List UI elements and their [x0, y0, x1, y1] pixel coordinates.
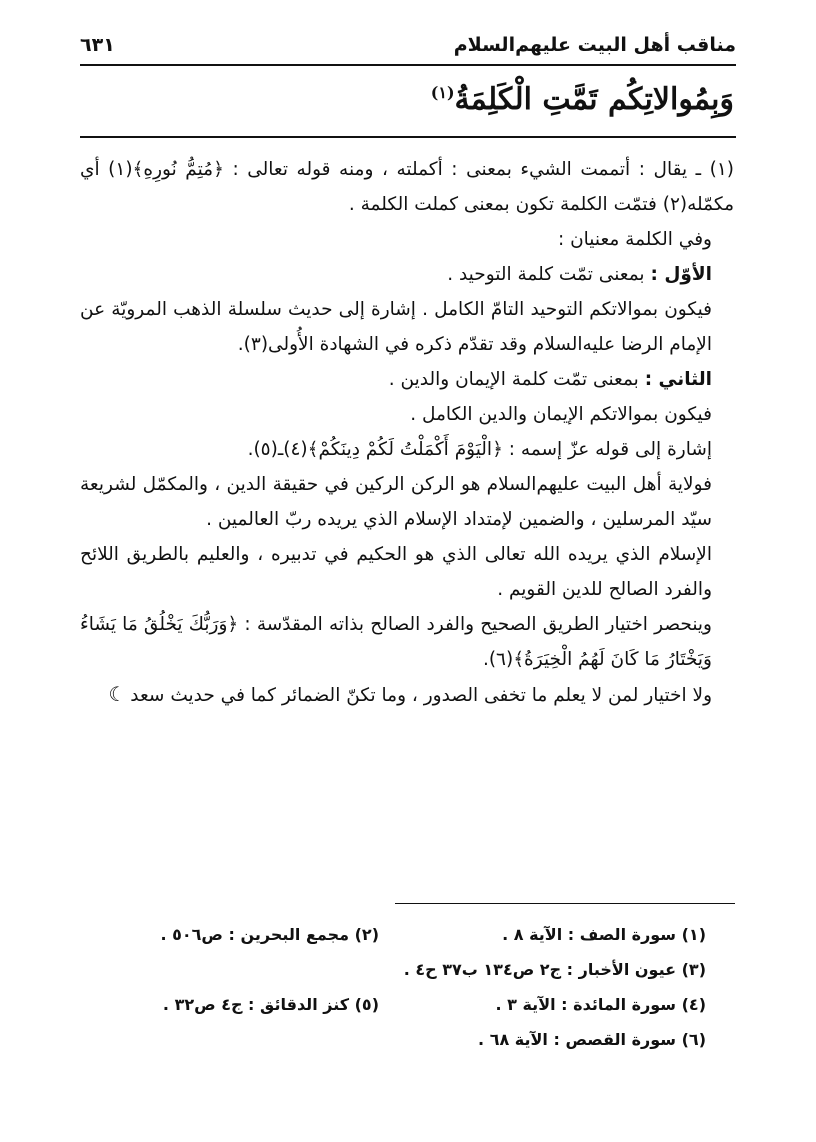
second-meaning-text: بمعنى تمّت كلمة الإيمان والدين . [388, 369, 639, 390]
footnote-1: (١) سورة الصف : الآية ٨ . [502, 925, 706, 944]
page-number: ٦٣١ [80, 34, 115, 56]
footnote-divider [395, 903, 735, 904]
paragraph-6: فيكون بموالاتكم الإيمان والدين الكامل . [410, 404, 712, 425]
footnote-2: (٢) مجمع البحرين : ص٥٠٦ . [160, 925, 379, 944]
footnote-4: (٤) سورة المائدة : الآية ٣ . [495, 995, 706, 1014]
footnote-3: (٣) عيون الأخبار : ج٢ ص١٣٤ ب٣٧ ح٤ . [403, 960, 706, 979]
continuation-icon: ☾ [108, 682, 127, 706]
heading-text: وَبِمُوالاتِكُم تَمَّتِ الْكَلِمَةُ [454, 82, 734, 117]
heading-note-marker: (١) [430, 83, 455, 102]
paragraph-2: وفي الكلمة معنيان : [557, 229, 712, 250]
second-meaning-label: الثاني : [644, 369, 712, 390]
paragraph-1: (١) ـ يقال : أتممت الشيء بمعنى : أكملته ، ومنه قوله تعالى : ﴿مُتِمُّ نُورِهِ﴾(١) أي مكمّله(٢) فتمّت الكلمة تكون بمعنى كملت الكلمة . [80, 159, 734, 215]
running-header [80, 30, 736, 66]
section-heading [431, 82, 734, 117]
first-meaning-text: بمعنى تمّت كلمة التوحيد . [447, 264, 645, 285]
footnote-5: (٥) كنز الدقائق : ج٤ ص٣٢ . [162, 995, 379, 1014]
main-text [80, 152, 734, 713]
footnote-6: (٦) سورة القصص : الآية ٦٨ . [478, 1030, 706, 1049]
first-meaning-label: الأوّل : [650, 264, 712, 285]
paragraph-4: فيكون بموالاتكم التوحيد التامّ الكامل . إشارة إلى حديث سلسلة الذهب المرويّة عن الإمام الرضا عليه‌السلام وقد تقدّم ذكره في الشهادة الأُولى(٣). [80, 299, 712, 355]
paragraph-11-text: ولا اختيار لمن لا يعلم ما تخفى الصدور ، وما تكنّ الضمائر كما في حديث سعد [130, 685, 712, 706]
paragraph-7: إشارة إلى قوله عزّ إسمه : ﴿الْيَوْمَ أَكْمَلْتُ لَكُمْ دِينَكُمْ﴾(٤)ـ(٥). [247, 439, 712, 460]
heading-divider [80, 136, 736, 138]
paragraph-10: وينحصر اختيار الطريق الصحيح والفرد الصالح بذاته المقدّسة : ﴿وَرَبُّكَ يَخْلُقُ مَا يَشَاءُ وَيَخْتَارُ مَا كَانَ لَهُمُ الْخِيَرَةُ﴾(٦). [80, 614, 712, 670]
paragraph-5 [80, 362, 734, 397]
paragraph-9: الإسلام الذي يريده الله تعالى الذي هو الحكيم في تدبيره ، والعليم بالطريق اللائح والفرد الصالح للدين القويم . [80, 544, 712, 600]
header-title: مناقب أهل البيت عليهم‌السلام [453, 34, 736, 56]
paragraph-11 [80, 677, 734, 713]
paragraph-3 [80, 257, 734, 292]
paragraph-8: فولاية أهل البيت عليهم‌السلام هو الركن الركين في حقيقة الدين ، والمكمّل لشريعة سيّد المرسلين ، والضمين لإمتداد الإسلام الذي يريده ربّ العالمين . [80, 474, 712, 530]
